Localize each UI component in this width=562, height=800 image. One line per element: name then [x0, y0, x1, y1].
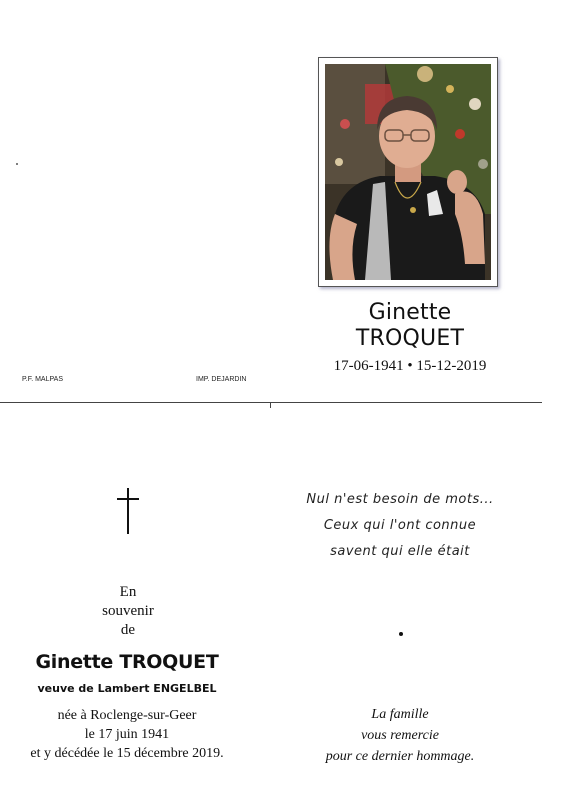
birth-date-line: le 17 juin 1941	[84, 727, 170, 742]
thanks-line-3: pour ce dernier hommage.	[325, 749, 475, 764]
widow-line: veuve de Lambert ENGELBEL	[37, 682, 217, 695]
portrait-photo	[325, 64, 491, 280]
birthplace-line: née à Roclenge-sur-Geer	[57, 708, 197, 723]
quote-line-1: Nul n'est besoin de mots...	[306, 492, 494, 507]
deceased-name	[20, 651, 234, 673]
quote-line-3: savent qui elle était	[330, 544, 470, 559]
portrait-frame	[318, 57, 498, 287]
souvenir-line-2: souvenir	[102, 603, 154, 619]
death-date-line: et y décédée le 15 décembre 2019.	[30, 746, 224, 761]
printer-credit: IMP. DEJARDIN	[196, 376, 247, 383]
quote-line-2: Ceux qui l'ont connue	[323, 518, 477, 533]
thanks-line-1: La famille	[371, 707, 429, 722]
cross-icon	[127, 488, 129, 534]
thanks-line-2: vous remercie	[361, 728, 439, 743]
deceased-last-name: TROQUET	[119, 651, 219, 673]
ornament-dot	[399, 632, 403, 636]
front-last-name: TROQUET	[355, 326, 465, 351]
front-dates: 17-06-1941 • 15-12-2019	[333, 358, 487, 374]
speck	[16, 163, 18, 165]
front-first-name: Ginette	[368, 300, 452, 325]
fold-line	[0, 402, 542, 403]
portrait-image	[325, 64, 491, 280]
fold-mark	[270, 402, 271, 408]
funeral-home-credit: P.F. MALPAS	[22, 376, 63, 383]
souvenir-line-3: de	[120, 622, 136, 638]
deceased-first-name: Ginette	[35, 651, 113, 673]
cross-icon-bar	[117, 498, 139, 500]
souvenir-line-1: En	[119, 584, 137, 600]
